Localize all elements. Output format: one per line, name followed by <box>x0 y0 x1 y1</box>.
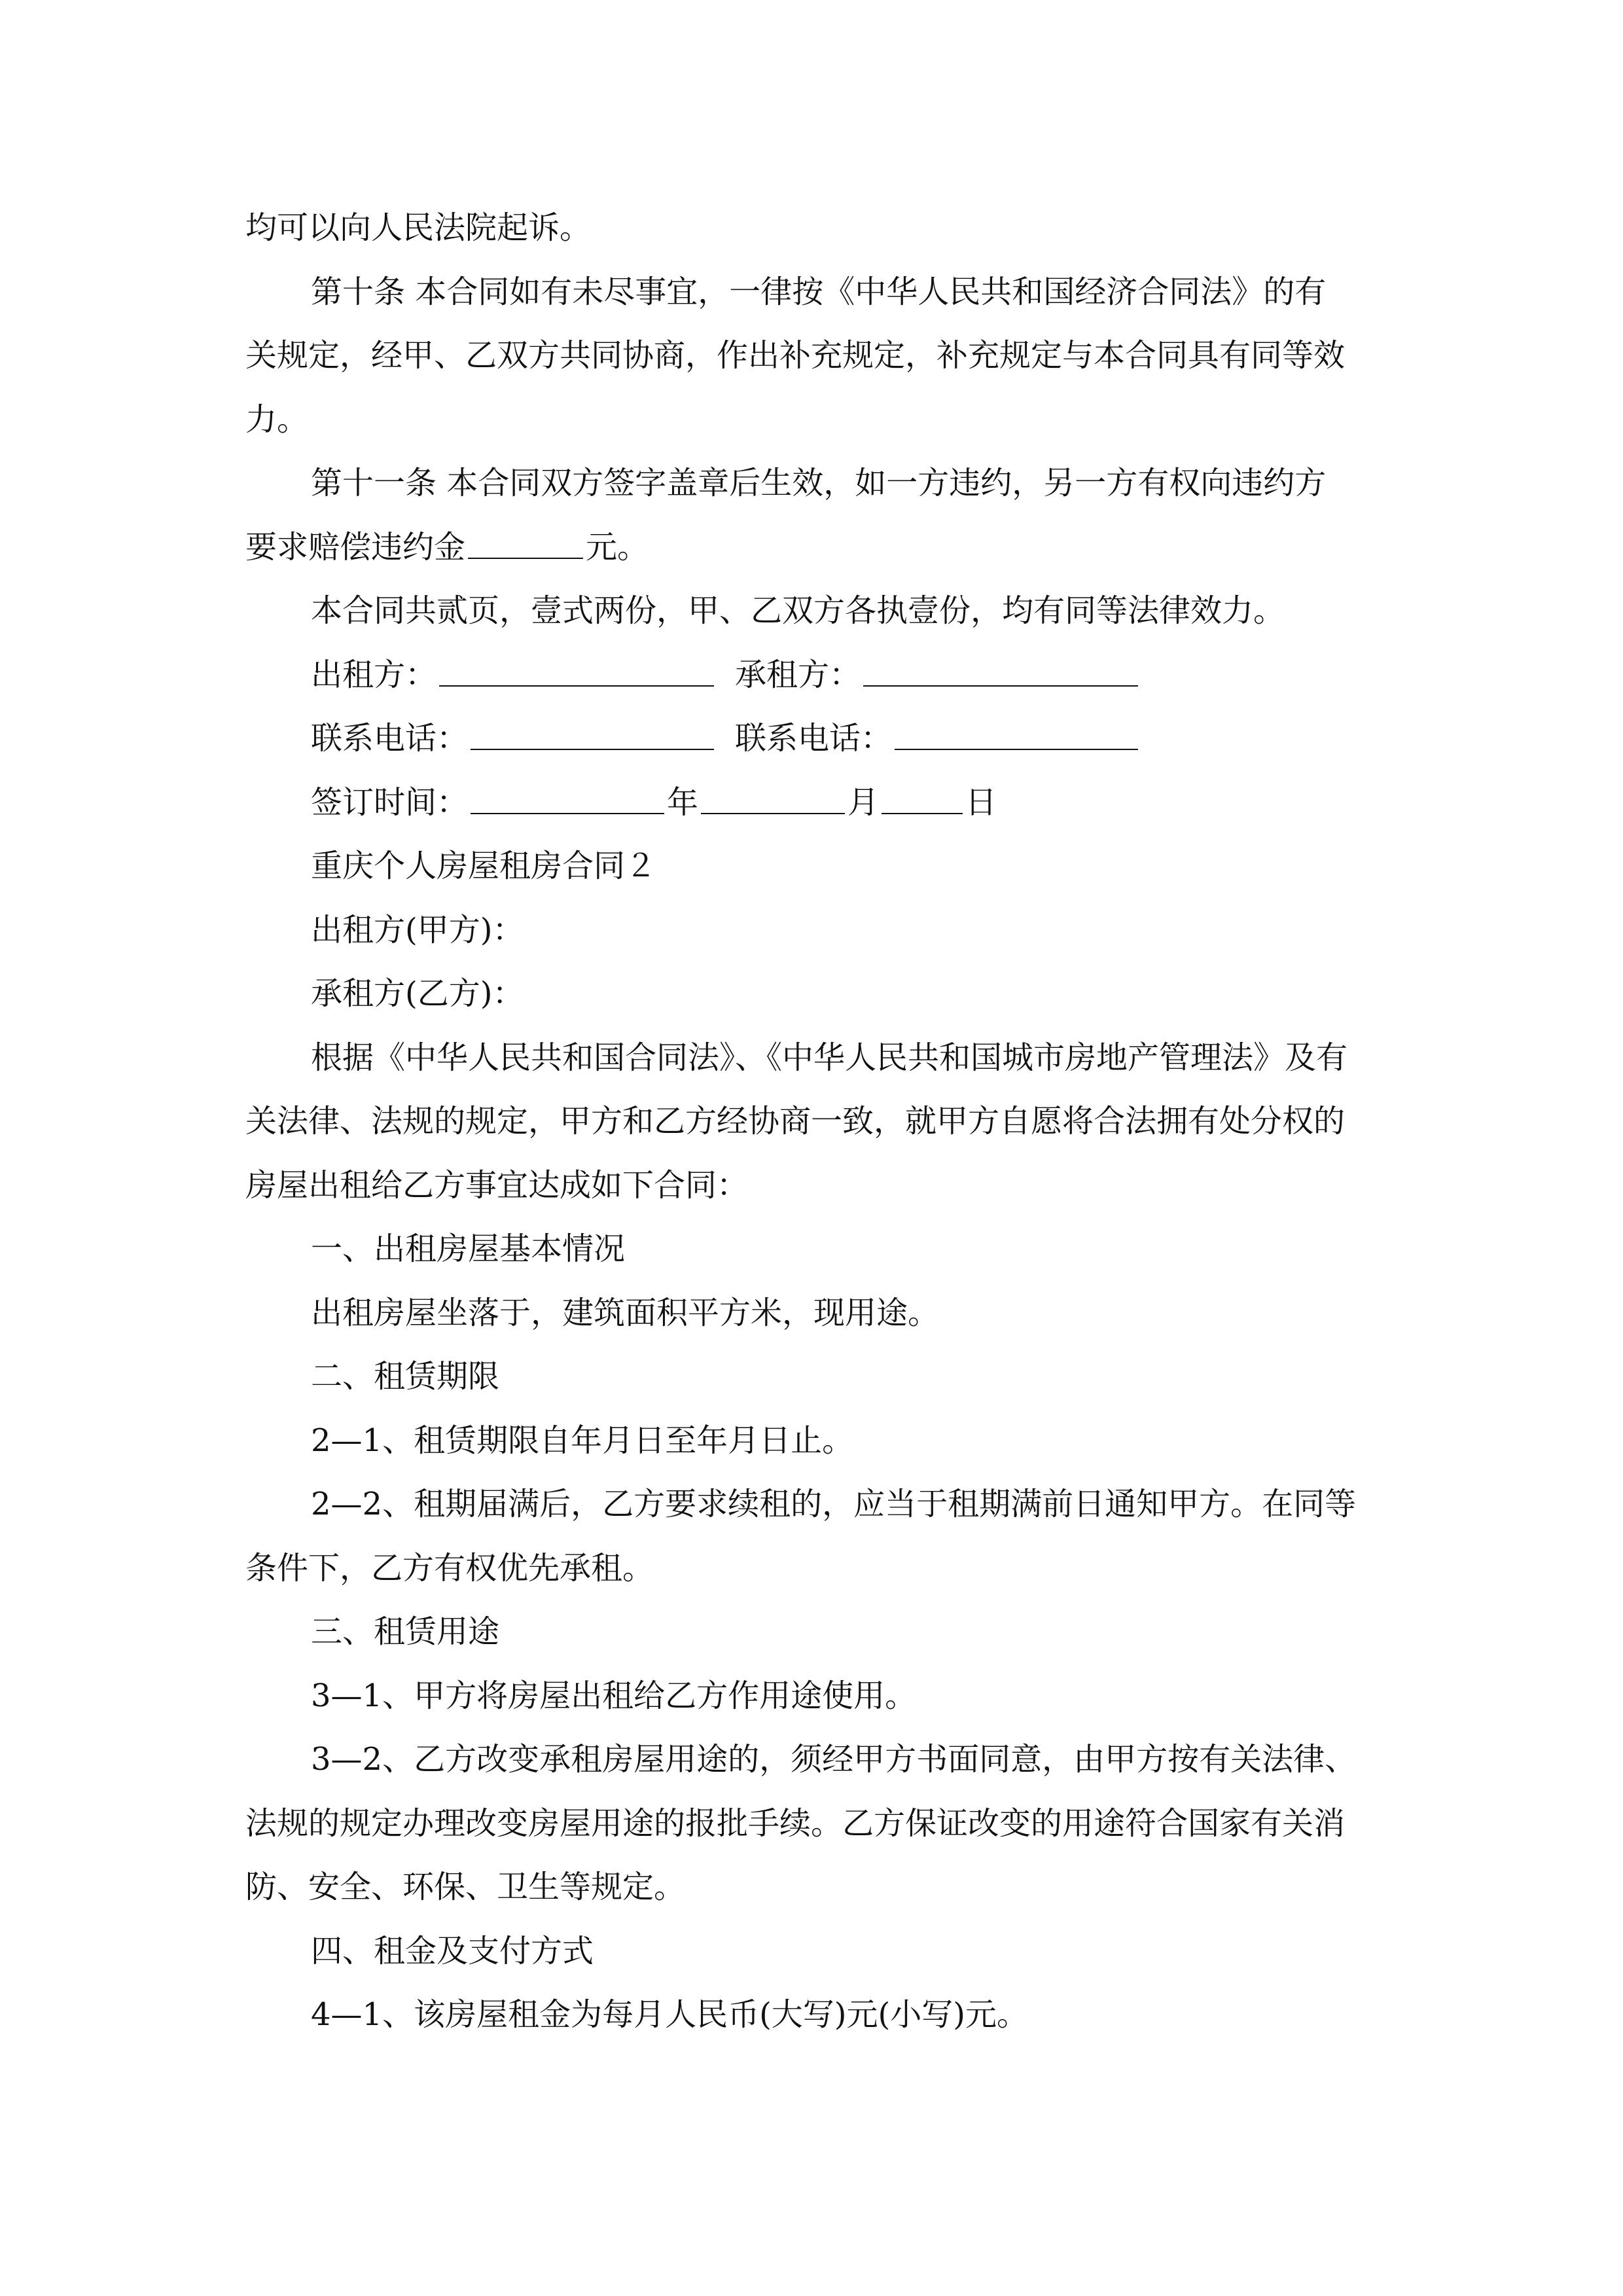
clause-line: 4—1、该房屋租金为每月人民币(大写)元(小写)元。 <box>311 1996 1028 2033</box>
section-heading: 四、租金及支付方式 <box>311 1932 594 1969</box>
lessor-signature-blank <box>439 656 714 687</box>
penalty-unit: 元。 <box>586 528 649 565</box>
year-blank <box>471 784 664 814</box>
paragraph-line: 力。 <box>245 401 309 438</box>
signing-date-row <box>245 771 1378 835</box>
lessee-phone-label: 联系电话： <box>735 720 893 757</box>
lessor-label: 出租方： <box>311 656 437 693</box>
clause-line: 法规的规定办理改变房屋用途的报批手续。乙方保证改变的用途符合国家有关消 <box>245 1804 1346 1842</box>
article-11-line: 第十一条 本合同双方签字盖章后生效，如一方违约，另一方有权向违约方 <box>311 465 1327 501</box>
party-b-line: 承租方(乙方)： <box>311 975 524 1012</box>
clause-line: 防、安全、环保、卫生等规定。 <box>245 1869 686 1905</box>
article-10-line: 第十条 本合同如有未尽事宜，一律按《中华人民共和国经济合同法》的有 <box>311 273 1327 310</box>
section-heading: 三、租赁用途 <box>311 1613 500 1650</box>
penalty-amount-blank <box>468 529 583 559</box>
lessor-phone-label: 联系电话： <box>311 720 469 757</box>
lessee-signature-blank <box>863 656 1138 687</box>
party-a-line: 出租方(甲方)： <box>311 911 524 948</box>
contract-2-title: 重庆个人房屋租房合同２ <box>311 848 657 884</box>
penalty-label: 要求赔偿违约金 <box>245 528 466 565</box>
day-label: 日 <box>965 783 997 821</box>
year-label: 年 <box>667 783 699 821</box>
lessee-label: 承租方： <box>735 656 861 693</box>
section-heading: 一、出租房屋基本情况 <box>311 1230 626 1267</box>
signature-parties-row <box>245 643 1378 708</box>
preamble-line: 根据《中华人民共和国合同法》、《中华人民共和国城市房地产管理法》及有 <box>311 1039 1348 1076</box>
month-label: 月 <box>847 783 880 821</box>
month-blank <box>701 784 845 814</box>
penalty-line <box>245 516 1378 580</box>
contract-text <box>245 196 1378 2047</box>
lessor-phone-blank <box>471 720 714 750</box>
lessee-phone-blank <box>895 720 1138 750</box>
preamble-line: 关法律、法规的规定，甲方和乙方经协商一致，就甲方自愿将合法拥有处分权的 <box>245 1103 1346 1139</box>
paragraph-line: 均可以向人民法院起诉。 <box>245 209 592 246</box>
clause-line: 2—1、租赁期限自年月日至年月日止。 <box>311 1422 854 1459</box>
clause-line: 3—1、甲方将房屋出租给乙方作用途使用。 <box>311 1677 917 1714</box>
paragraph-line: 关规定，经甲、乙双方共同协商，作出补充规定，补充规定与本合同具有同等效 <box>245 337 1346 374</box>
clause-line: 条件下，乙方有权优先承租。 <box>245 1549 654 1587</box>
clause-line: 出租房屋坐落于，建筑面积平方米，现用途。 <box>311 1294 940 1331</box>
day-blank <box>882 784 963 814</box>
date-label: 签订时间： <box>311 783 469 821</box>
preamble-line: 房屋出租给乙方事宜达成如下合同： <box>245 1166 749 1204</box>
signature-phones-row <box>245 707 1378 771</box>
clause-line: 2—2、租期届满后，乙方要求续租的，应当于租期满前日通知甲方。在同等 <box>311 1486 1357 1522</box>
clause-line: 3—2、乙方改变承租房屋用途的，须经甲方书面同意，由甲方按有关法律、 <box>311 1741 1357 1778</box>
section-heading: 二、租赁期限 <box>311 1358 500 1395</box>
copies-clause: 本合同共贰页，壹式两份，甲、乙双方各执壹份，均有同等法律效力。 <box>311 592 1285 629</box>
